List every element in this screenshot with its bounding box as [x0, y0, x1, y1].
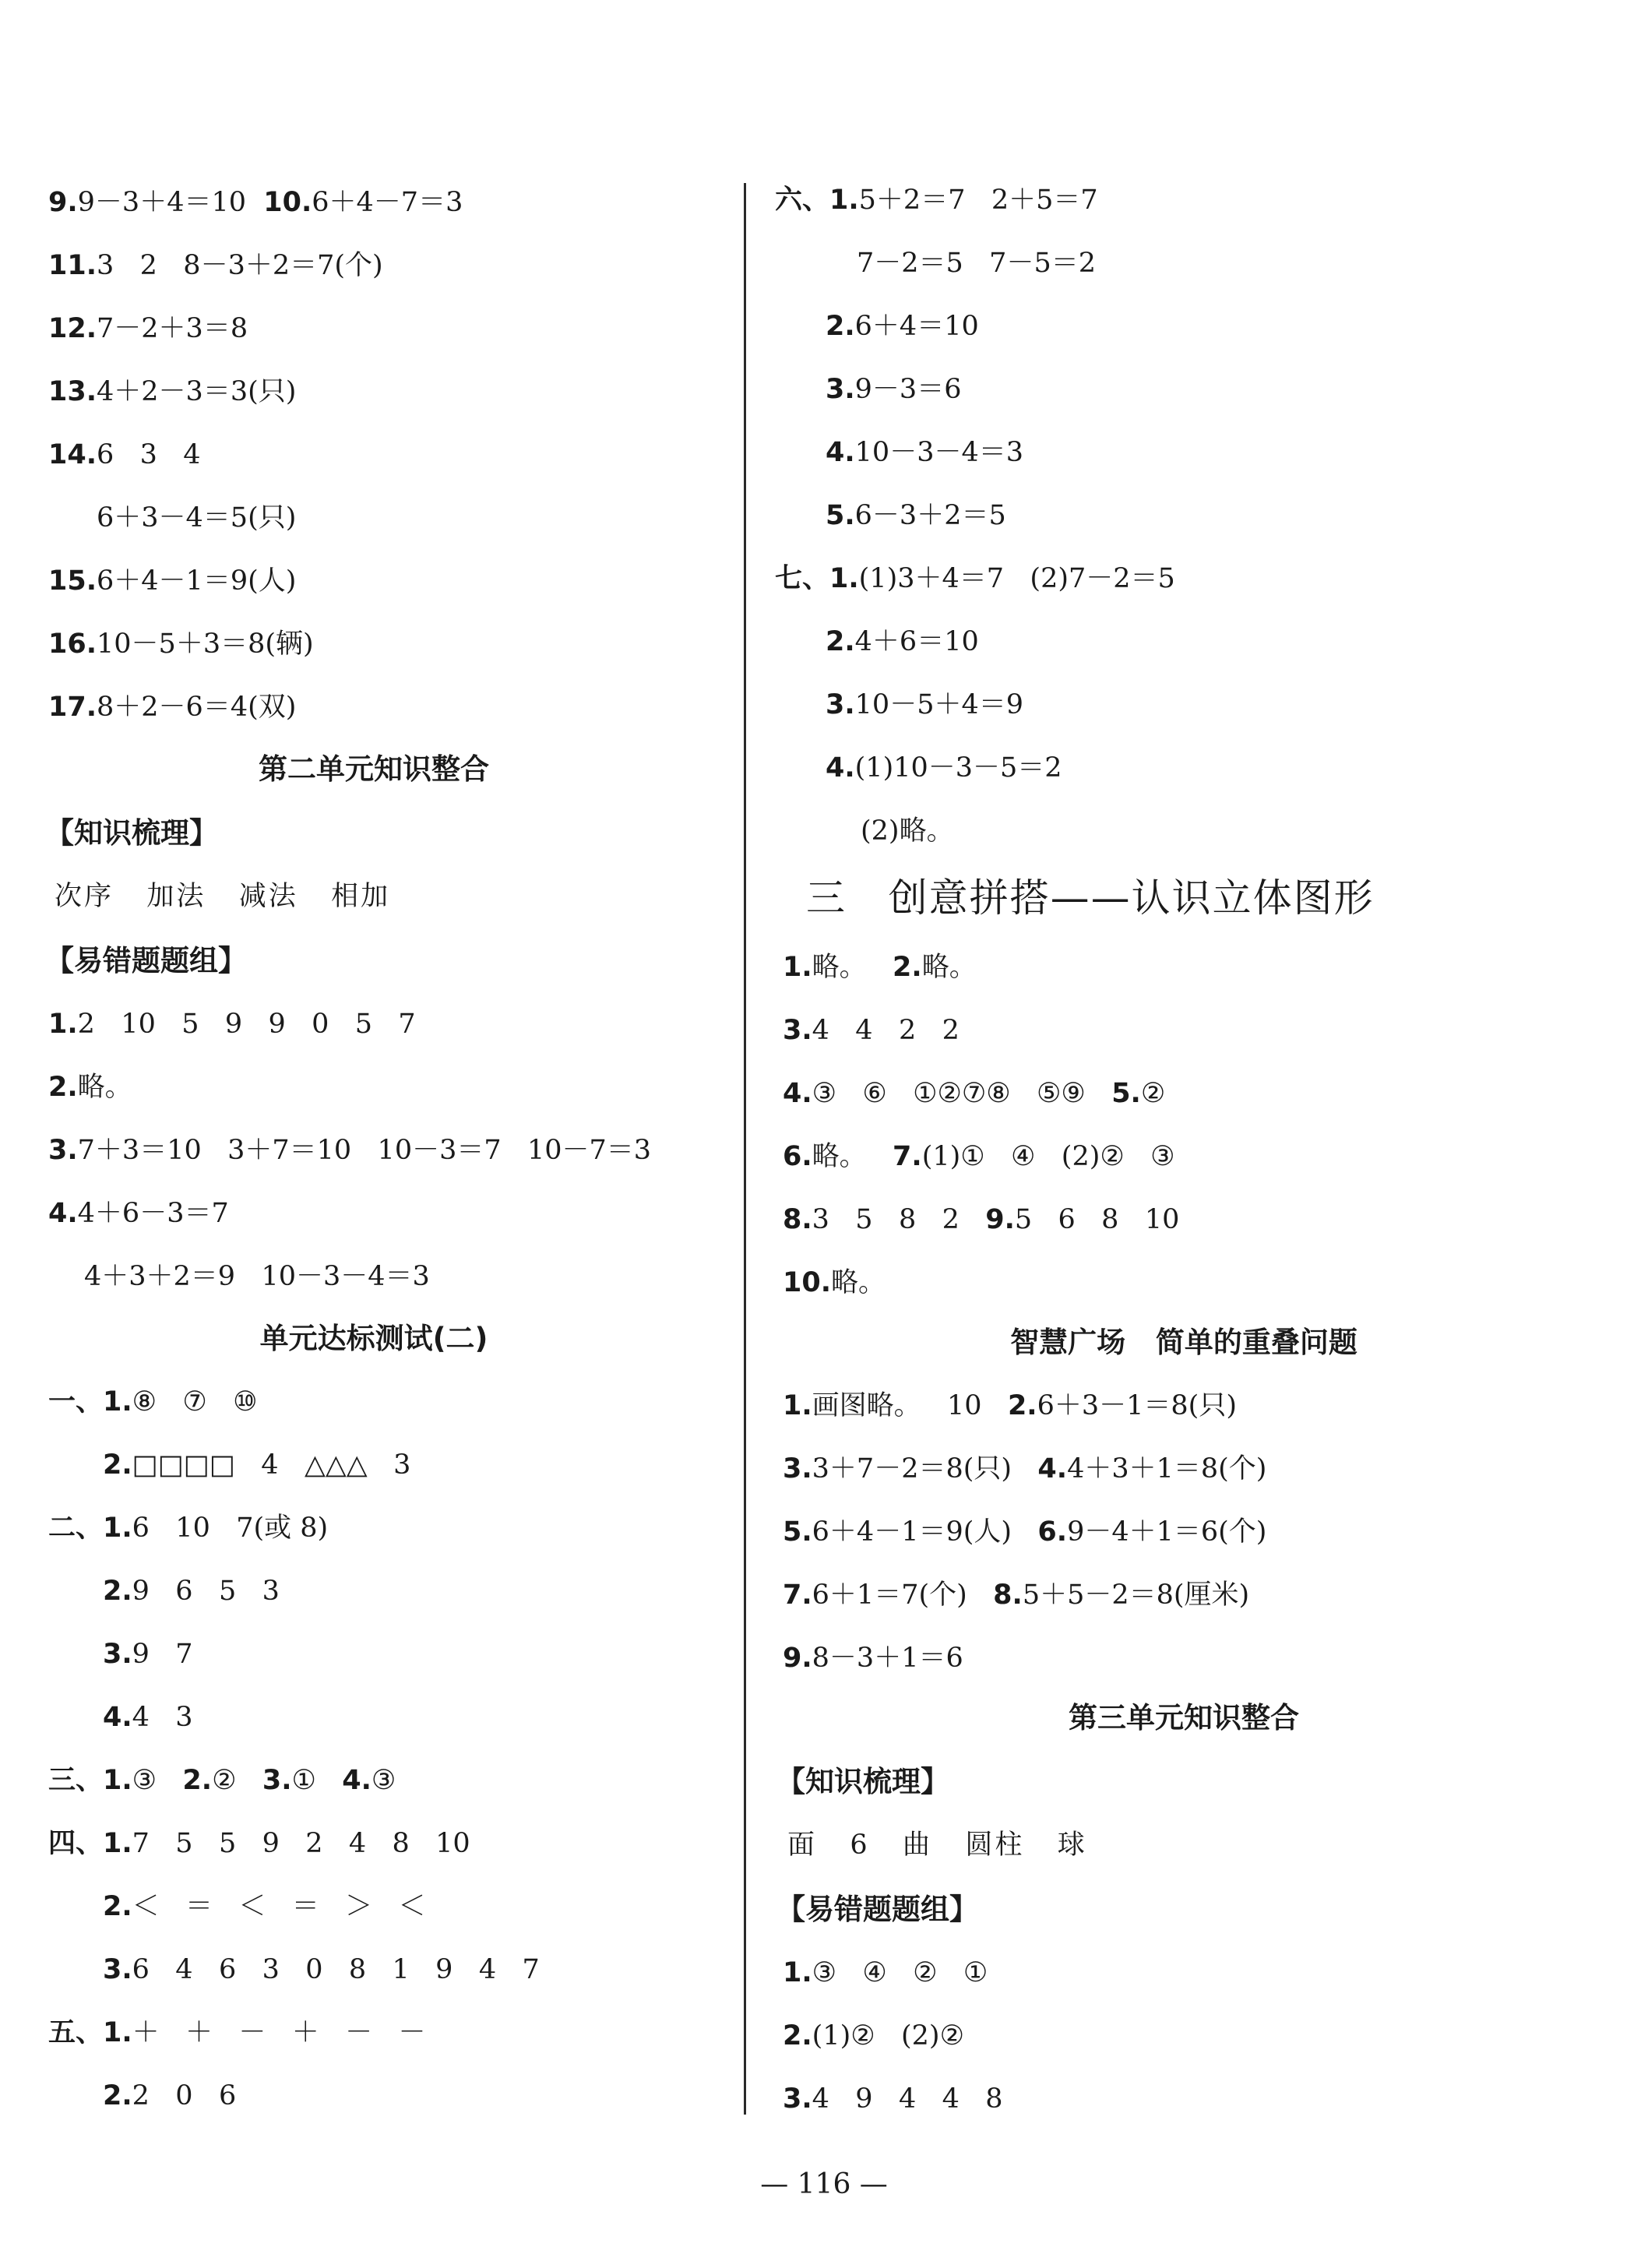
wisdom-line-3: 3.3＋7－2＝8(只) 4.4＋3＋1＝8(个)	[783, 1453, 1267, 1484]
error-line-1: 1.2 10 5 9 9 0 5 7	[48, 1009, 416, 1040]
seven-line-4: 4.(1)10－3－5＝2	[826, 752, 1062, 784]
error3-line-1: 1.③ ④ ② ①	[783, 1957, 988, 1988]
answer-line-14: 14.6 3 4	[48, 439, 201, 470]
knowledge-heading-3: 【知识梳理】	[776, 1765, 949, 1798]
test-line-4-3: 3.6 4 6 3 0 8 1 9 4 7	[103, 1954, 540, 1985]
wisdom-line-1: 1.画图略。 10 2.6＋3－1＝8(只)	[783, 1390, 1237, 1421]
answer-line-13: 13.4＋2－3＝3(只)	[48, 376, 297, 407]
seven-line-2: 2.4＋6＝10	[826, 626, 979, 657]
six-line-3: 3.9－3＝6	[826, 374, 962, 405]
wisdom-title: 智慧广场 简单的重叠问题	[1010, 1326, 1357, 1359]
chapter-line-1: 1.略。 2.略。	[783, 952, 977, 983]
errors-heading-3: 【易错题题组】	[776, 1893, 978, 1926]
test-line-4-1: 四、1.7 5 5 9 2 4 8 10	[48, 1828, 470, 1859]
chapter-line-3: 3.4 4 2 2	[783, 1015, 960, 1046]
test-title: 单元达标测试(二)	[259, 1322, 488, 1355]
test-line-1-1: 一、1.⑧ ⑦ ⑩	[48, 1386, 258, 1418]
test-line-5-1: 五、1.＋ ＋ － ＋ － －	[48, 2017, 426, 2048]
seven-line-1: 七、1.(1)3＋4＝7 (2)7－2＝5	[775, 563, 1175, 594]
column-divider	[744, 183, 746, 2115]
answer-line-17: 17.8＋2－6＝4(双)	[48, 692, 297, 723]
test-line-1-2: 2.□□□□ 4 △△△ 3	[103, 1449, 411, 1481]
answer-line-16: 16.10－5＋3＝8(辆)	[48, 629, 314, 660]
chapter-title: 三 创意拼搭——认识立体图形	[806, 875, 1375, 921]
test-line-3: 三、1.③ 2.② 3.① 4.③	[48, 1765, 396, 1796]
answer-line-15: 15.6＋4－1＝9(人)	[48, 565, 297, 597]
test-line-2-3: 3.9 7	[103, 1639, 193, 1670]
knowledge-heading: 【知识梳理】	[45, 816, 218, 850]
chapter-line-8: 8.3 5 8 2 9.5 6 8 10	[783, 1204, 1180, 1235]
answer-line-11: 11.3 2 8－3＋2＝7(个)	[48, 250, 383, 281]
unit2-title: 第二单元知识整合	[259, 752, 489, 786]
wisdom-line-7: 7.6＋1＝7(个) 8.5＋5－2＝8(厘米)	[783, 1580, 1250, 1611]
answer-line-14b: 6＋3－4＝5(只)	[97, 502, 297, 534]
page-number: — 116 —	[760, 2168, 888, 2200]
six-line-1: 六、1.5＋2＝7 2＋5＝7	[775, 185, 1098, 216]
test-line-5-2: 2.2 0 6	[103, 2080, 237, 2111]
knowledge-text: 次序 加法 减法 相加	[55, 881, 391, 912]
six-line-4: 4.10－3－4＝3	[826, 437, 1023, 468]
errors-heading: 【易错题题组】	[45, 944, 247, 977]
six-line-5: 5.6－3＋2＝5	[826, 500, 1006, 531]
answer-line-9-10: 9.9－3＋4＝10 10.6＋4－7＝3	[48, 187, 463, 218]
chapter-line-4: 4.③ ⑥ ①②⑦⑧ ⑤⑨ 5.②	[783, 1078, 1166, 1109]
test-line-2-4: 4.4 3	[103, 1702, 193, 1733]
seven-line-4b: (2)略。	[861, 815, 954, 847]
six-line-2: 2.6＋4＝10	[826, 311, 979, 342]
error-line-4: 4.4＋6－3＝7	[48, 1198, 229, 1229]
error3-line-3: 3.4 9 4 4 8	[783, 2083, 1003, 2115]
unit3-title: 第三单元知识整合	[1069, 1701, 1299, 1734]
test-line-2-1: 二、1.6 10 7(或 8)	[48, 1513, 329, 1544]
test-line-2-2: 2.9 6 5 3	[103, 1576, 280, 1607]
chapter-line-10: 10.略。	[783, 1267, 886, 1298]
knowledge-text-3: 面 6 曲 圆柱 球	[787, 1830, 1087, 1861]
error-line-2: 2.略。	[48, 1072, 132, 1103]
error-line-3: 3.7＋3＝10 3＋7＝10 10－3＝7 10－7＝3	[48, 1135, 652, 1166]
wisdom-line-9: 9.8－3＋1＝6	[783, 1643, 963, 1674]
wisdom-line-5: 5.6＋4－1＝9(人) 6.9－4＋1＝6(个)	[783, 1516, 1267, 1548]
answer-line-12: 12.7－2＋3＝8	[48, 313, 248, 344]
error-line-4b: 4＋3＋2＝9 10－3－4＝3	[84, 1261, 430, 1292]
error3-line-2: 2.(1)② (2)②	[783, 2020, 964, 2051]
test-line-4-2: 2.＜ ＝ ＜ ＝ ＞ ＜	[103, 1891, 426, 1922]
chapter-line-6: 6.略。 7.(1)① ④ (2)② ③	[783, 1141, 1175, 1172]
six-line-1b: 7－2＝5 7－5＝2	[857, 248, 1096, 279]
seven-line-3: 3.10－5＋4＝9	[826, 689, 1023, 720]
